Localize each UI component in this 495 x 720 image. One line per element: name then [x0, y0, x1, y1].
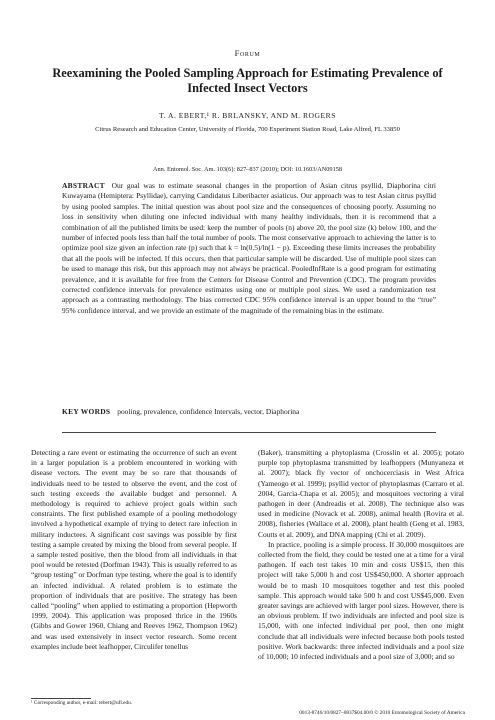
article-title: Reexamining the Pooled Sampling Approach for Estimating Prevalence of Infected Insect Vectors	[52, 66, 443, 95]
body-column-right	[258, 448, 464, 662]
body-column-left: Detecting a rare event or estimating the occurrence of such an event in a larger population is a problem encountered in working with disease vectors. The event may be so rare that thousands of individuals need to be tested to observe the event, and the cost of such testing exceeds the available budget and personnel. A methodology is required to achieve project goals within such constraints. The first published example of a pooling methodology involved a hypothetical example of trying to detect rare infection in military inductees. A significant cost savings was possible by first testing a sample created by mixing the blood from several people. If a sample tested positive, then the blood from all individuals in that pool would be retested (Dorfman 1943). This is usually referred to as “group testing” or Dorfman type testing, where the goal is to identify an infected individual. A related problem is to estimate the proportion of individuals that are positive. The strategy has been called “pooling” when applied to estimating a proportion (Hepworth 1999, 2004). This application was proposed thrice in the 1960s (Gibbs and Gower 1960, Chiang and Reeves 1962, Thompson 1962) and was used extensively in insect vector research. Some recent examples include beet leafhopper, Circulifer tenellus	[31, 448, 237, 651]
keywords-text: pooling, prevalence, confidence Intervals, vector, Diaphorina	[117, 407, 300, 416]
abstract-text: Our goal was to estimate seasonal changes in the proportion of Asian citrus psyllid, Diaphorina citri Kuwayama (Hemiptera: Psyllidae), carrying Candidatus Liberibacter asiaticus. Our approach was to test Asian citrus psyllid by using pooled samples. The initial question was about pool size and the consequences of choosing poorly. Assuming no loss in sensitivity when diluting one infected individual with many healthy individuals, then it is recommend that a combination of all the published limits be used: keep the number of pools (n) above 20, the pool size (k) below 100, and the number of infected pools less than half the total number of pools. The most conservative approach to achieving the latter is to optimize pool size given an infection rate (p) such that k = ln(0.5)/ln(1 − p). Exceeding these limits increases the probability that all the pools will be infected. If this occurs, then that particular sample will be discarded. Use of multiple pool sizes can be used to manage this risk, but this approach may not always be practical. PooledInfRate is a good program for estimating prevalence, and it is available for free from the Centers for Disease Control and Prevention (CDC). The program provides corrected confidence intervals for prevalence estimates using one or multiple pool sizes. We used a randomization test approach as a contrasting methodology. The bias corrected CDC 95% confidence interval is an upper bound to the “true” 95% confidence interval, and we provide an estimate of the magnitude of the remaining bias in the estimate.	[62, 181, 436, 315]
footnote: ¹ Corresponding author, e-mail: tebert@ufl.edu.	[31, 700, 133, 706]
body-paragraph: In practice, pooling is a simple process. If 30,000 mosquitoes are collected from the field, they could be tested one at a time for a viral pathogen. If each test takes 10 min and costs US$15, then this project will take 5,000 h and cost US$450,000. A shorter approach would be to mash 10 mosquitoes together and test this pooled sample. This approach would take 500 h and cost US$45,000. Even greater savings are achieved with larger pool sizes. However, there is an obvious problem. If two individuals are infected and pool size is 15,000, with one infected individual per pool, then one might conclude that all individuals were infected because both pools tested positive. Work backwards: three infected individuals and a pool size of 10,000; 10 infected individuals and a pool size of 3,000; and so	[258, 539, 464, 662]
body-paragraph: (Baker), transmitting a phytoplasma (Crosslin et al. 2005); potato purple top phytoplasma transmitted by leafhoppers (Munyaneza et al. 2007); black fly vector of onchocerciasis in West Africa (Yameogo et al. 1999); psyllid vector of phytoplasmas (Carraro et al. 2004, Garcia-Chapa et al. 2005); and mosquitoes vectoring a viral pathogen in deer (Andreadis et al. 2008). The technique also was used in medicine (Novack et al. 2008), animal health (Rovira et al. 2008), fisheries (Wallace et al. 2008), plant health (Geng et al. 1983, Coutts et al. 2009), and DNA mapping (Chi et al. 2009).	[258, 448, 464, 539]
keywords-label: KEY WORDS	[62, 407, 111, 416]
section-divider	[62, 432, 436, 433]
keywords	[62, 407, 436, 416]
author-affiliation: Citrus Research and Education Center, University of Florida, 700 Experiment Station Road, Lake Alfred, FL 33850	[95, 126, 400, 133]
copyright-line: 0013-8746/10/0827–0837$04.00/0 © 2010 Entomological Society of America	[299, 710, 465, 716]
journal-citation: Ann. Entomol. Soc. Am. 103(6): 827–837 (2010); DOI: 10.1603/AN09158	[152, 166, 343, 173]
abstract-label: ABSTRACT	[62, 181, 105, 190]
section-label: Forum	[234, 48, 261, 58]
footnote-rule	[31, 698, 91, 699]
author-list: T. A. EBERT,¹ R. BRLANSKY, AND M. ROGERS	[159, 111, 336, 120]
abstract	[62, 181, 436, 316]
